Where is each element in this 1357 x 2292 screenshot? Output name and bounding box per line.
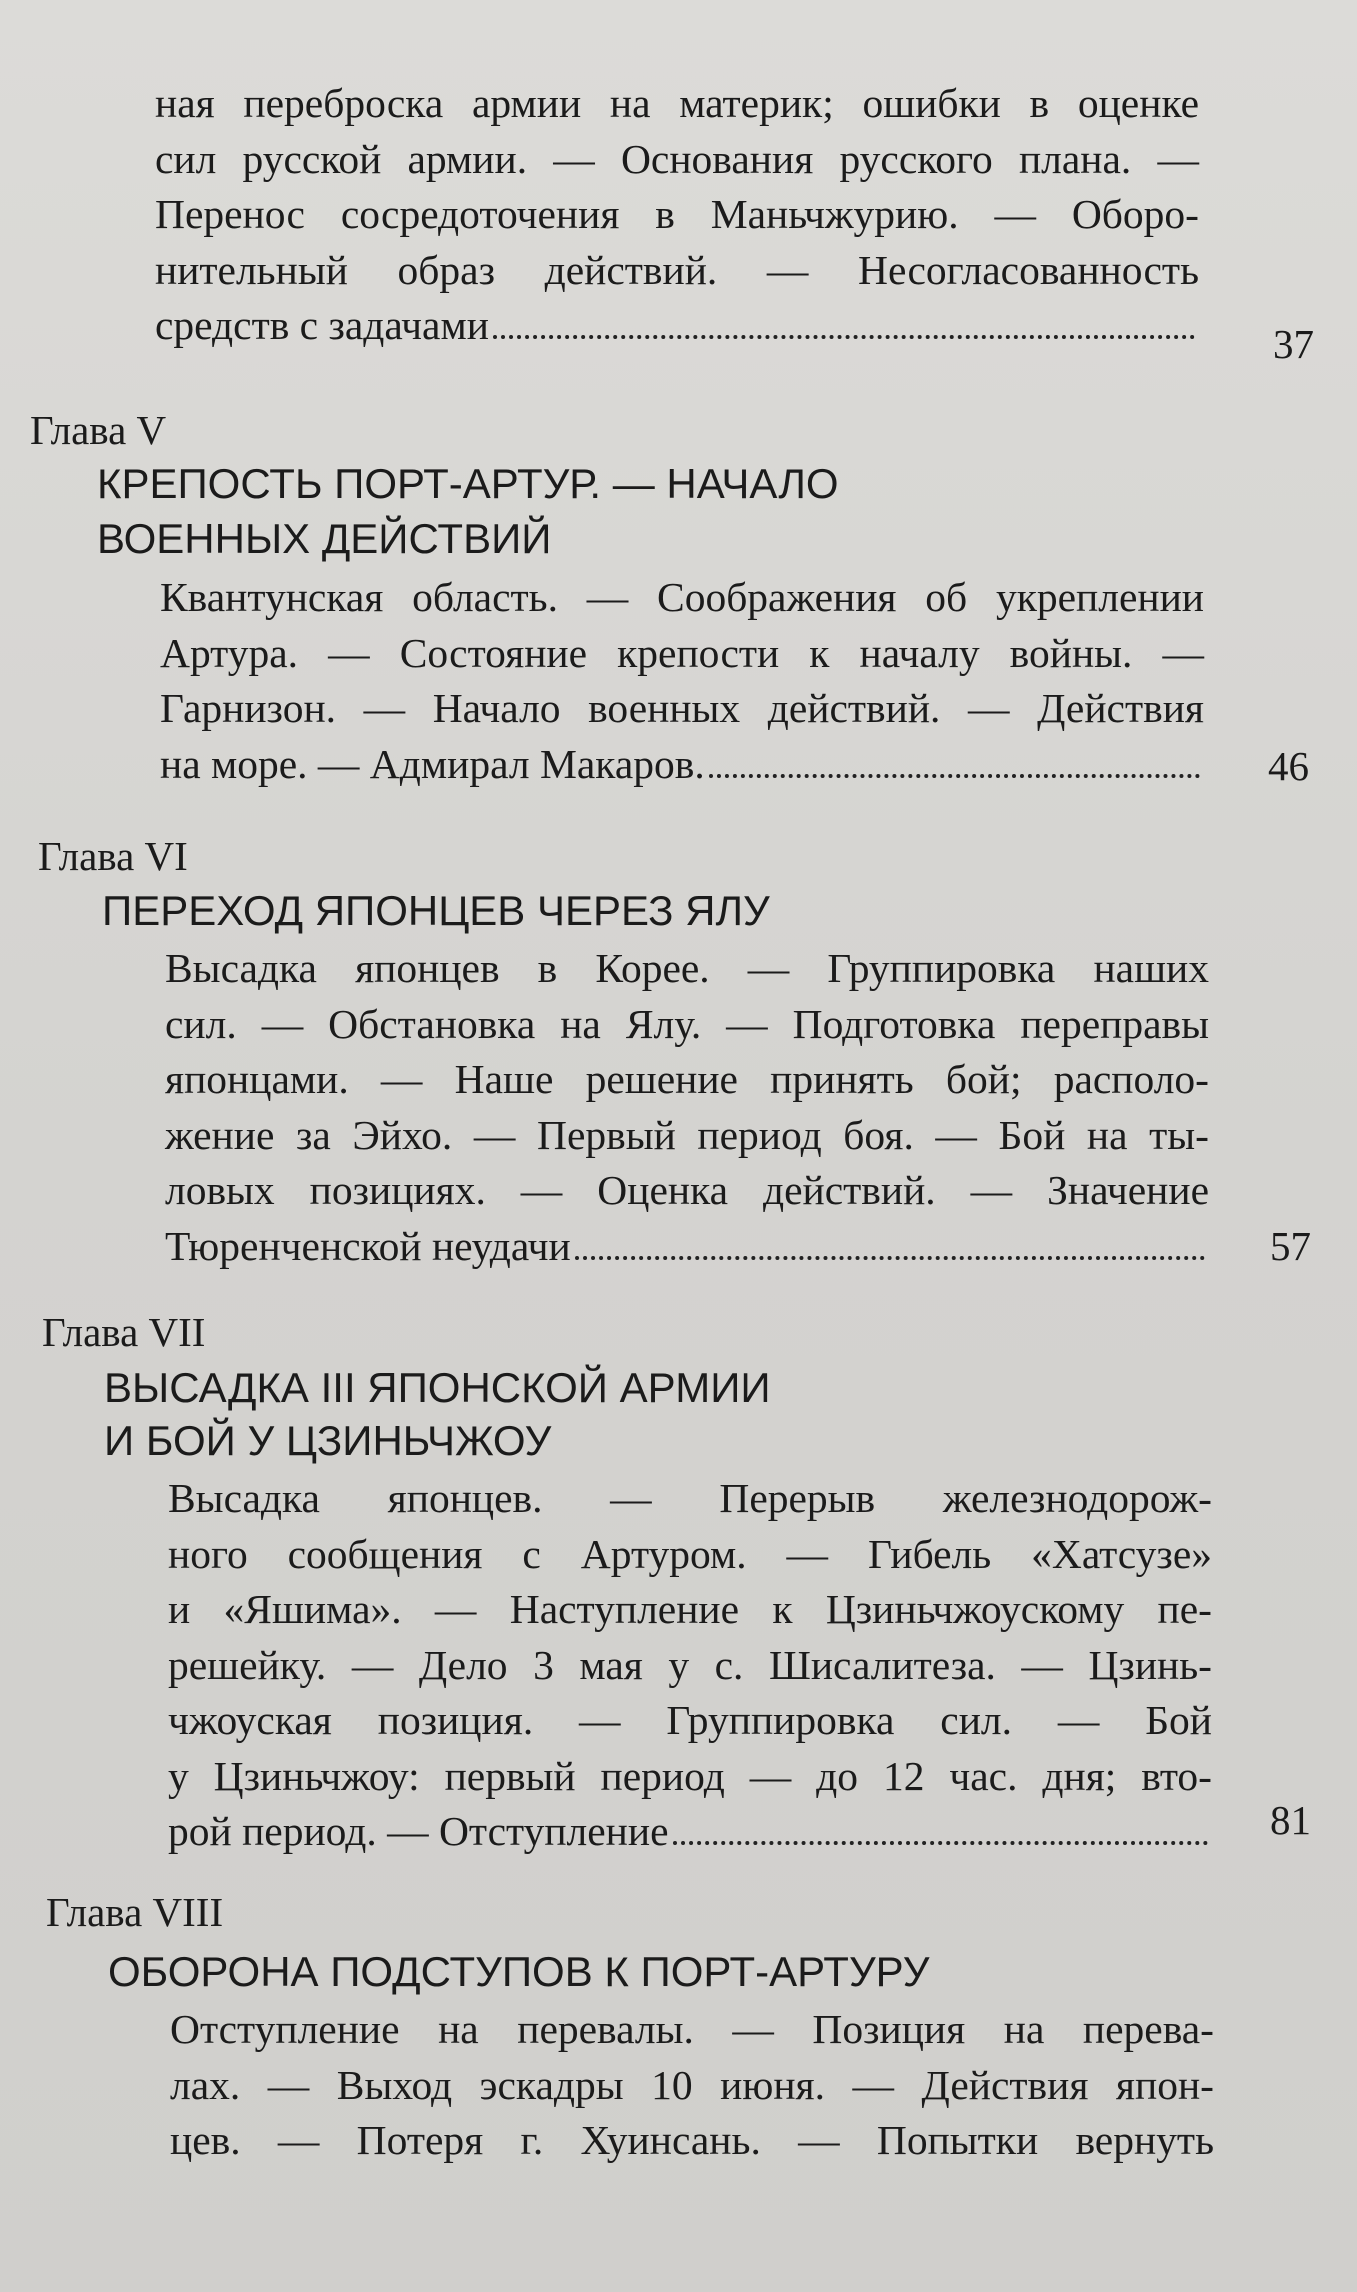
- desc-line: ная переброска армии на материк; ошибки в оценке: [155, 80, 1199, 126]
- page-number: 46: [1268, 743, 1309, 789]
- chapter-viii-label: Глава VIII: [46, 1889, 224, 1935]
- desc-line: Высадка японцев в Корее. — Группировка наших: [165, 945, 1209, 991]
- chapter-v-description: [160, 570, 1204, 792]
- chapter-viii-description: [170, 2002, 1214, 2169]
- desc-line: ного сообщения с Артуром. — Гибель «Хатсузе»: [168, 1530, 1212, 1577]
- desc-last-line: [168, 1804, 1212, 1860]
- desc-line: и «Яшима». — Наступление к Цзиньчжоускому пе-: [168, 1586, 1212, 1632]
- desc-line: сил русской армии. — Основания русского плана. —: [155, 135, 1199, 182]
- desc-line: цев. — Потеря г. Хуинсань. — Попытки вернуть: [170, 2117, 1214, 2163]
- desc-last-line: [165, 1219, 1209, 1275]
- chapter-vii-title-line-1: ВЫСАДКА III ЯПОНСКОЙ АРМИИ: [104, 1364, 771, 1411]
- chapter-viii-title-line-1: ОБОРОНА ПОДСТУПОВ К ПОРТ-АРТУРУ: [108, 1948, 930, 1995]
- desc-line: Гарнизон. — Начало военных действий. — Действия: [160, 685, 1204, 731]
- chapter-vi-title-line-1: ПЕРЕХОД ЯПОНЦЕВ ЧЕРЕЗ ЯЛУ: [102, 887, 770, 934]
- desc-last-text: средств с задачами: [155, 302, 489, 348]
- chapter-vii-label: Глава VII: [42, 1309, 206, 1355]
- dot-leader: [673, 1841, 1208, 1845]
- desc-line: лах. — Выход эскадры 10 июня. — Действия япон-: [170, 2061, 1214, 2108]
- desc-last-text: на море. — Адмирал Макаров.: [160, 740, 705, 787]
- desc-line: Отступление на перевалы. — Позиция на перева-: [170, 2006, 1214, 2052]
- desc-last-line: [160, 737, 1204, 793]
- chapter-vii-title-line-2: И БОЙ У ЦЗИНЬЧЖОУ: [104, 1417, 552, 1464]
- desc-line: Высадка японцев. — Перерыв железнодорож-: [168, 1475, 1212, 1521]
- desc-last-text: Тюренченской неудачи: [165, 1222, 571, 1269]
- dot-leader: [575, 1256, 1205, 1260]
- desc-line: жение за Эйхо. — Первый период боя. — Бой на ты-: [165, 1111, 1209, 1158]
- desc-line: Перенос сосредоточения в Маньчжурию. — Оборо-: [155, 191, 1199, 237]
- chapter-v-title-line-2: ВОЕННЫХ ДЕЙСТВИЙ: [97, 515, 552, 562]
- page-number: 81: [1270, 1797, 1311, 1843]
- desc-line: решейку. — Дело 3 мая у с. Шисалитеза. — Цзинь-: [168, 1641, 1212, 1688]
- chapter-vi-description: [165, 941, 1209, 1274]
- desc-last-text: рой период. — Отступление: [168, 1808, 669, 1854]
- desc-line: сил. — Обстановка на Ялу. — Подготовка переправы: [165, 1000, 1209, 1047]
- desc-line: Квантунская область. — Соображения об укреплении: [160, 574, 1204, 620]
- desc-line: ловых позициях. — Оценка действий. — Значение: [165, 1167, 1209, 1213]
- chapter-v-title-line-1: КРЕПОСТЬ ПОРТ-АРТУР. — НАЧАЛО: [97, 460, 839, 507]
- chapter-vii-description: [168, 1471, 1212, 1860]
- chapter-v-label: Глава V: [30, 407, 167, 453]
- desc-line: чжоуская позиция. — Группировка сил. — Бой: [168, 1697, 1212, 1743]
- desc-line: нительный образ действий. — Несогласованность: [155, 246, 1199, 293]
- dot-leader: [709, 774, 1200, 778]
- page-number: 37: [1273, 321, 1314, 367]
- page-number: 57: [1270, 1223, 1311, 1269]
- dot-leader: [493, 335, 1195, 339]
- desc-line: у Цзиньчжоу: первый период — до 12 час. дня; вто-: [168, 1752, 1212, 1799]
- desc-last-line: [155, 298, 1199, 354]
- chapter-vi-label: Глава VI: [38, 833, 188, 879]
- desc-line: Артура. — Состояние крепости к началу войны. —: [160, 629, 1204, 676]
- chapter-iv-description: [155, 76, 1199, 354]
- desc-line: японцами. — Наше решение принять бой; располо-: [165, 1056, 1209, 1102]
